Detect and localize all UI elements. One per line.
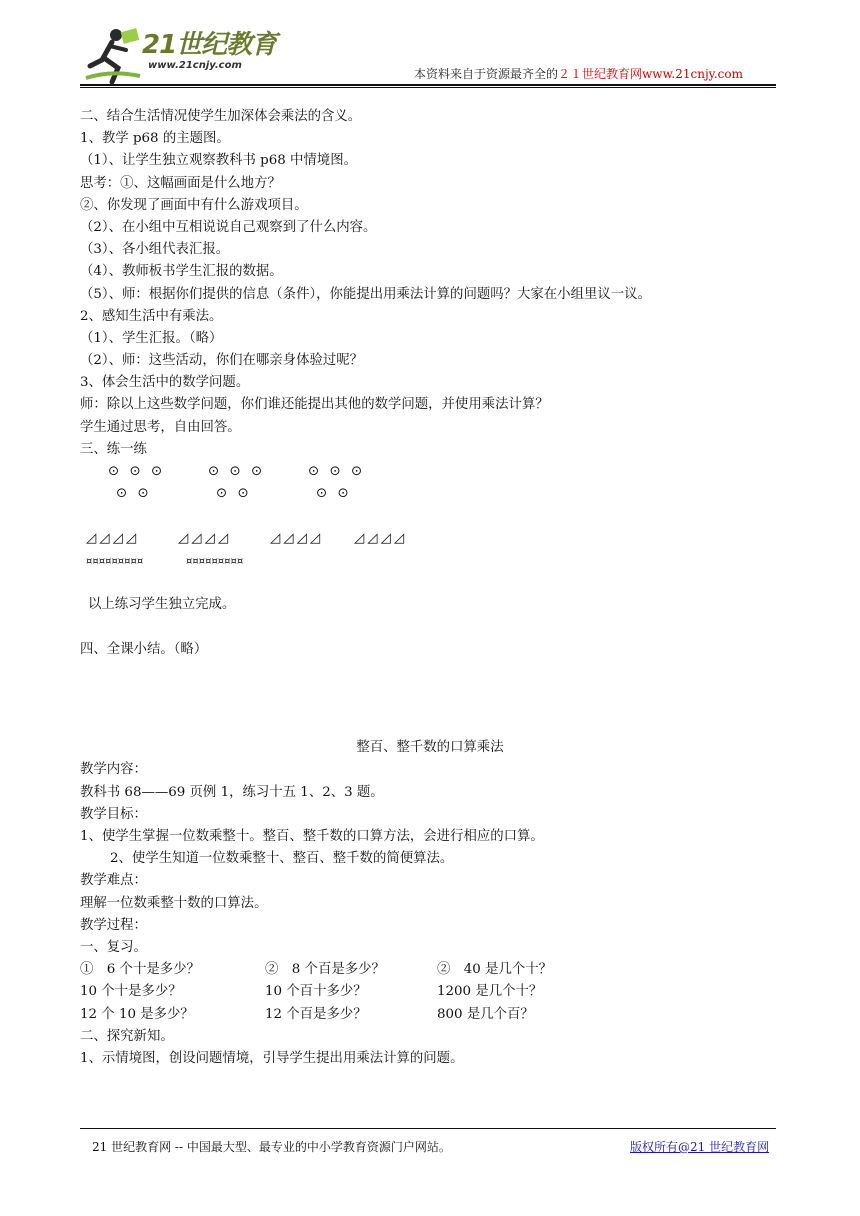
summary-line: 四、全课小结。（略）: [80, 641, 208, 657]
section-a-line: （2）、师：这些活动，你们在哪亲身体验过呢？: [80, 353, 364, 369]
question-row: [80, 959, 780, 981]
triangle-group: ◿◿◿◿: [178, 530, 232, 546]
section-a-line: （5）、师：根据你们提供的信息（条件），你能提出用乘法计算的问题吗？大家在小组里议一议。: [80, 286, 651, 302]
runner-icon: [82, 26, 142, 86]
lesson-line: 教学难点：: [80, 873, 147, 889]
section-a-heading: 三、练一练: [80, 441, 147, 457]
copyright-link[interactable]: 版权所有@21 世纪教育网: [630, 1140, 770, 1154]
dots-row: [80, 483, 780, 505]
section-a-line: 3、体会生活中的数学问题。: [80, 375, 250, 391]
document-body: [80, 106, 780, 1070]
section-a-line: 师：除以上这些数学问题，你们谁还能提出其他的数学问题，并使用乘法计算？: [80, 397, 549, 413]
footer-text: 21 世纪教育网 -- 中国最大型、最专业的中小学教育资源门户网站。: [92, 1140, 451, 1154]
lesson-line: 1、使学生掌握一位数乘整十。整百、整千数的口算方法，会进行相应的口算。: [80, 829, 544, 844]
lesson-line: 1、示情境图，创设问题情境，引导学生提出用乘法计算的问题。: [80, 1050, 464, 1066]
section-a-line: （1）、学生汇报。（略）: [80, 330, 223, 346]
square-group: ¤¤¤¤¤¤¤¤¤: [86, 555, 144, 567]
header-note-url[interactable]: www.21cnjy.com: [642, 67, 743, 81]
lesson-goal-2: 2、使学生知道一位数乘整十、整百、整千数的简便算法。: [110, 851, 454, 867]
question-row: [80, 981, 780, 1003]
dots-group: ⊙ ⊙ ⊙: [208, 464, 266, 479]
dots-group: ⊙ ⊙ ⊙: [308, 464, 366, 479]
section-a-line: 思考：①、这幅画面是什么地方？: [80, 175, 281, 191]
header-note-brand: ２１世纪教育网: [558, 67, 643, 81]
logo-url: www.21cnjy.com: [148, 60, 242, 71]
lesson-line: 二、探究新知。: [80, 1028, 174, 1044]
question: 12 个 10 是多少？: [80, 1006, 194, 1022]
triangle-group: ◿◿◿◿: [270, 530, 324, 546]
lesson-line: 一、复习。: [80, 939, 147, 955]
logo-text: 21世纪教育: [142, 30, 277, 60]
lesson-line: 教科书 68——69 页例 1，练习十五 1、2、3 题。: [80, 784, 384, 800]
lesson-line: 理解一位数乘整十数的口算法。: [80, 895, 268, 911]
section-a-line: 1、教学 p68 的主题图。: [80, 131, 230, 147]
lesson-line: 教学内容：: [80, 762, 147, 778]
section-a-line: 学生通过思考，自由回答。: [80, 419, 241, 435]
dots-group: ⊙ ⊙ ⊙: [108, 464, 166, 479]
header-rule: [80, 84, 776, 86]
site-logo[interactable]: [82, 22, 292, 86]
question: ① 6 个十是多少？: [80, 962, 200, 978]
triangle-group: ◿◿◿◿: [354, 530, 408, 546]
footer-rule: [80, 1128, 776, 1129]
section-a-line: 二、结合生活情况使学生加深体会乘法的含义。: [80, 109, 362, 124]
section-a-line: （4）、教师板书学生汇报的数据。: [80, 264, 283, 280]
triangle-group: ◿◿◿◿: [86, 530, 140, 546]
squares-row: [80, 550, 780, 572]
header-note-prefix: 本资料来自于资源最齐全的: [414, 67, 559, 81]
dots-group: ⊙ ⊙: [316, 486, 352, 502]
question: ② 8 个百是多少？: [265, 962, 385, 978]
practice-note: 以上练习学生独立完成。: [88, 597, 236, 613]
header-rule-thin: [80, 87, 776, 88]
section-a-line: （2）、在小组中互相说说自己观察到了什么内容。: [80, 219, 377, 235]
dots-group: ⊙ ⊙: [216, 486, 252, 502]
triangles-row: [80, 528, 780, 550]
question: 12 个百是多少？: [265, 1006, 367, 1022]
question: 10 个百十多少？: [265, 984, 367, 1000]
section-a-line: ②、你发现了画面中有什么游戏项目。: [80, 197, 308, 213]
question-row: [80, 1004, 780, 1026]
lesson-line: 教学目标：: [80, 806, 147, 822]
lesson-line: 教学过程：: [80, 917, 147, 933]
header-note: [414, 65, 743, 82]
section-a-line: （3）、各小组代表汇报。: [80, 242, 230, 258]
question: 800 是几个百？: [437, 1006, 534, 1022]
question: 1200 是几个十？: [437, 984, 543, 1000]
dots-group: ⊙ ⊙: [116, 486, 152, 502]
lesson-title: 整百、整千数的口算乘法: [356, 740, 504, 756]
section-a-line: （1）、让学生独立观察教科书 p68 中情境图。: [80, 153, 357, 169]
question: ② 40 是几个十？: [437, 962, 553, 978]
square-group: ¤¤¤¤¤¤¤¤¤: [186, 555, 244, 567]
dots-row: [80, 461, 780, 483]
question: 10 个十是多少？: [80, 984, 182, 1000]
section-a-line: 2、感知生活中有乘法。: [80, 308, 223, 324]
